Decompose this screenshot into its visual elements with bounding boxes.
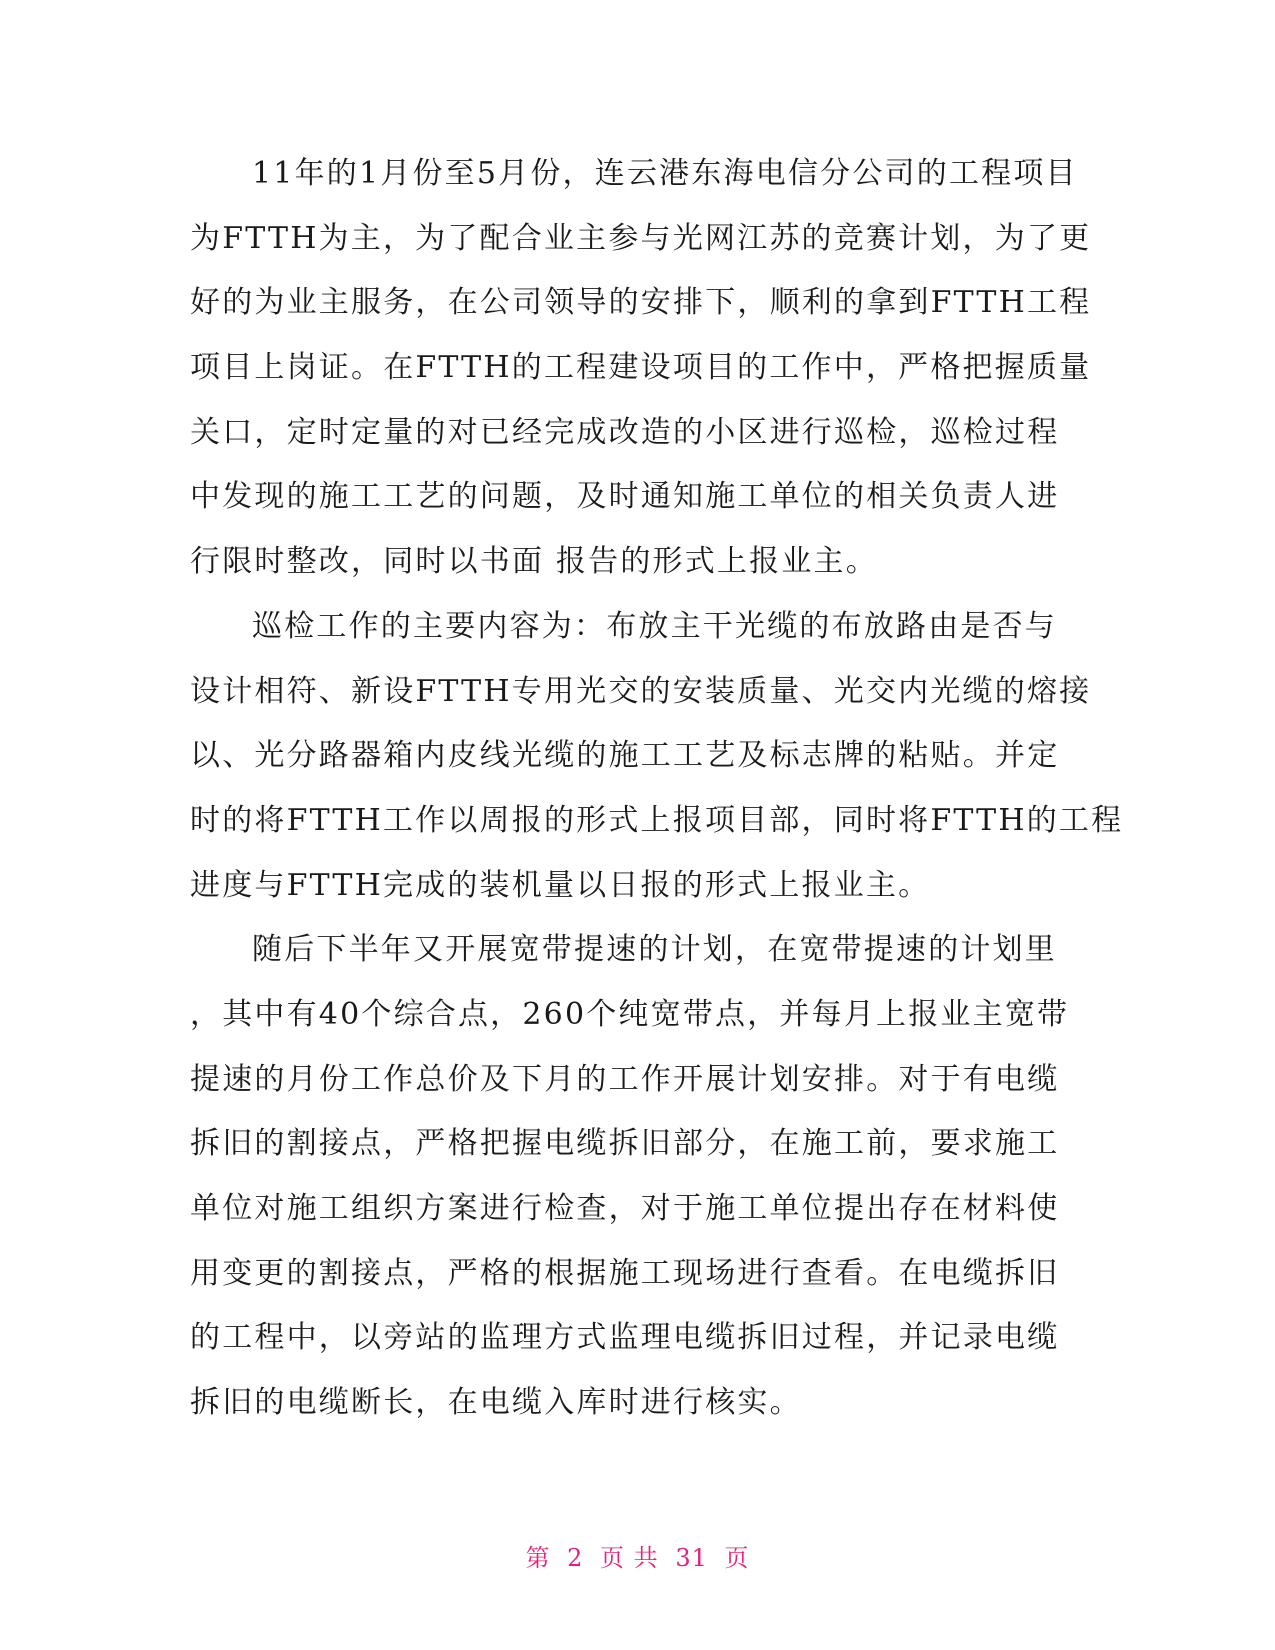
total-pages-number: 31 (675, 1544, 708, 1572)
paragraph-line: 以、光分路器箱内皮线光缆的施工工艺及标志牌的粘贴。并定 (190, 738, 1060, 774)
paragraph-line: 中发现的施工工艺的问题，及时通知施工单位的相关负责人进 (190, 479, 1060, 515)
paragraph-line: ，其中有40个综合点，260个纯宽带点，并每月上报业主宽带 (190, 996, 1070, 1032)
document-body (190, 142, 1124, 1436)
paragraph-3 (190, 918, 1080, 1436)
paragraph-line: 巡检工作的主要内容为：布放主干光缆的布放路由是否与 (252, 608, 1057, 644)
paragraph-line: 的工程中，以旁站的监理方式监理电缆拆旧过程，并记录电缆 (190, 1320, 1060, 1356)
paragraph-line: 拆旧的电缆断长，在电缆入库时进行核实。 (190, 1385, 802, 1421)
paragraph-line: 设计相符、新设FTTH专用光交的安装质量、光交内光缆的熔接 (190, 673, 1092, 709)
paragraph-line: 时的将FTTH工作以周报的形式上报项目部，同时将FTTH的工程 (190, 802, 1124, 838)
paragraph-line: 为FTTH为主，为了配合业主参与光网江苏的竞赛计划，为了更 (190, 220, 1092, 256)
paragraph-line: 好的为业主服务，在公司领导的安排下，顺利的拿到FTTH工程 (190, 285, 1092, 321)
paragraph-line: 单位对施工组织方案进行检查，对于施工单位提出存在材料使 (190, 1191, 1060, 1226)
paragraph-1 (190, 142, 1092, 595)
page-footer (0, 1538, 1275, 1573)
paragraph-line: 11年的1月份至5月份，连云港东海电信分公司的工程项目 (252, 156, 1078, 191)
paragraph-line: 提速的月份工作总价及下月的工作开展计划安排。对于有电缆 (190, 1061, 1060, 1097)
current-page-number: 2 (567, 1544, 584, 1572)
paragraph-line: 行限时整改，同时以书面 报告的形式上报业主。 (190, 544, 878, 580)
footer-prefix: 第 (525, 1544, 551, 1572)
footer-middle: 页 共 (600, 1544, 659, 1572)
paragraph-line: 拆旧的割接点，严格把握电缆拆旧部分，在施工前，要求施工 (190, 1126, 1060, 1162)
paragraph-line: 关口，定时定量的对已经完成改造的小区进行巡检，巡检过程 (190, 414, 1060, 450)
paragraph-line: 进度与FTTH完成的装机量以日报的形式上报业主。 (190, 867, 931, 903)
footer-suffix: 页 (724, 1544, 750, 1572)
paragraph-line: 用变更的割接点，严格的根据施工现场进行查看。在电缆拆旧 (190, 1255, 1060, 1291)
paragraph-line: 项目上岗证。在FTTH的工程建设项目的工作中，严格把握质量 (190, 350, 1092, 386)
paragraph-2 (190, 595, 1124, 918)
paragraph-line: 随后下半年又开展宽带提速的计划，在宽带提速的计划里 (252, 932, 1057, 968)
